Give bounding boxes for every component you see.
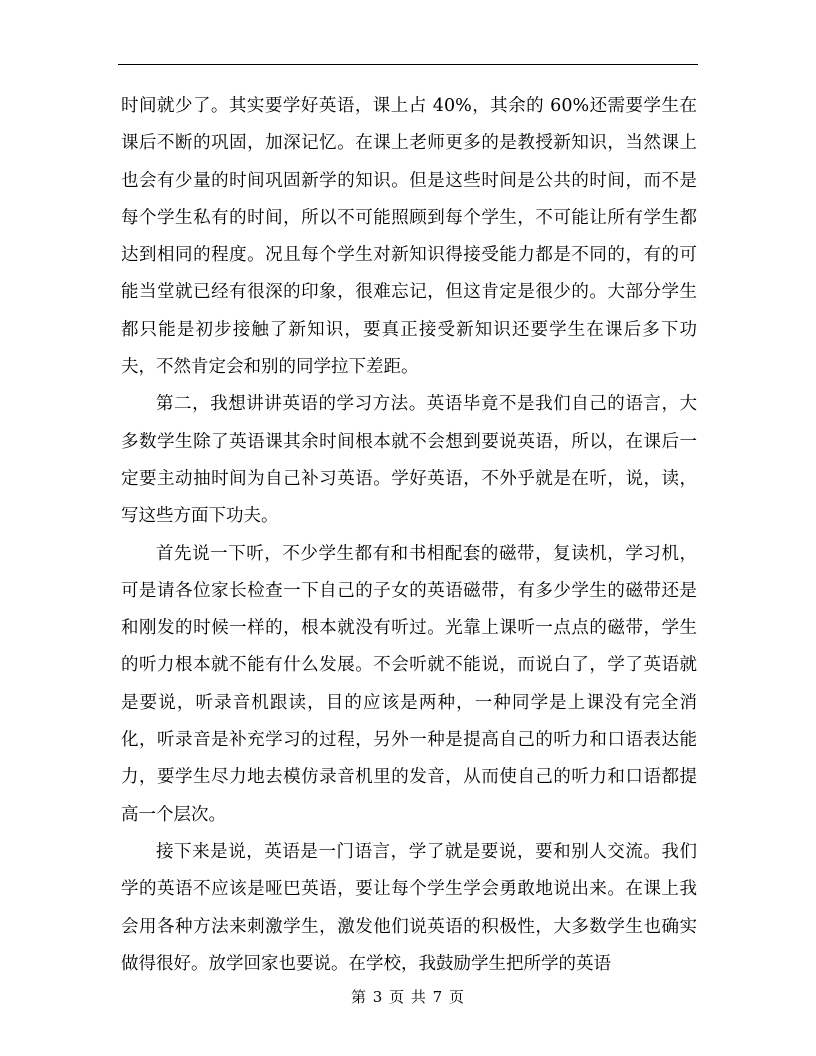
paragraph-3: 首先说一下听，不少学生都有和书相配套的磁带，复读机，学习机，可是请各位家长检查一下自己的子女的英语磁带，有多少学生的磁带还是和刚发的时候一样的，根本就没有听过。光靠上课听一点点的磁带，学生的听力根本就不能有什么发展。不会听就不能说，而说白了，学了英语就是要说，听录音机跟读，目的应该是两种，一种同学是上课没有完全消化，听录音是补充学习的过程，另外一种是提高自己的听力和口语表达能力，要学生尽力地去模仿录音机里的发音，从而使自己的听力和口语都提高一个层次。 (121, 543, 697, 825)
paragraph-2: 第二，我想讲讲英语的学习方法。英语毕竟不是我们自己的语言，大多数学生除了英语课其余时间根本就不会想到要说英语，所以，在课后一定要主动抽时间为自己补习英语。学好英语，不外乎就是在听，说，读，写这些方面下功夫。 (121, 394, 697, 527)
header-rule (118, 64, 698, 65)
paragraph-4: 接下来是说，英语是一门语言，学了就是要说，要和别人交流。我们学的英语不应该是哑巴英语，要让每个学生学会勇敢地说出来。在课上我会用各种方法来刺激学生，激发他们说英语的积极性，大多数学生也确实做得很好。放学回家也要说。在学校，我鼓励学生把所学的英语 (121, 841, 697, 974)
paragraph-1: 时间就少了。其实要学好英语，课上占 40%，其余的 60%还需要学生在课后不断的巩固，加深记忆。在课上老师更多的是教授新知识，当然课上也会有少量的时间巩固新学的知识。但是这些时间是公共的时间，而不是每个学生私有的时间，所以不可能照顾到每个学生，不可能让所有学生都达到相同的程度。况且每个学生对新知识得接受能力都是不同的，有的可能当堂就已经有很深的印象，很难忘记，但这肯定是很少的。大部分学生都只能是初步接触了新知识，要真正接受新知识还要学生在课后多下功夫，不然肯定会和别的同学拉下差距。 (121, 96, 697, 378)
page-number-footer: 第 3 页 共 7 页 (351, 988, 465, 1006)
document-body (121, 88, 697, 983)
